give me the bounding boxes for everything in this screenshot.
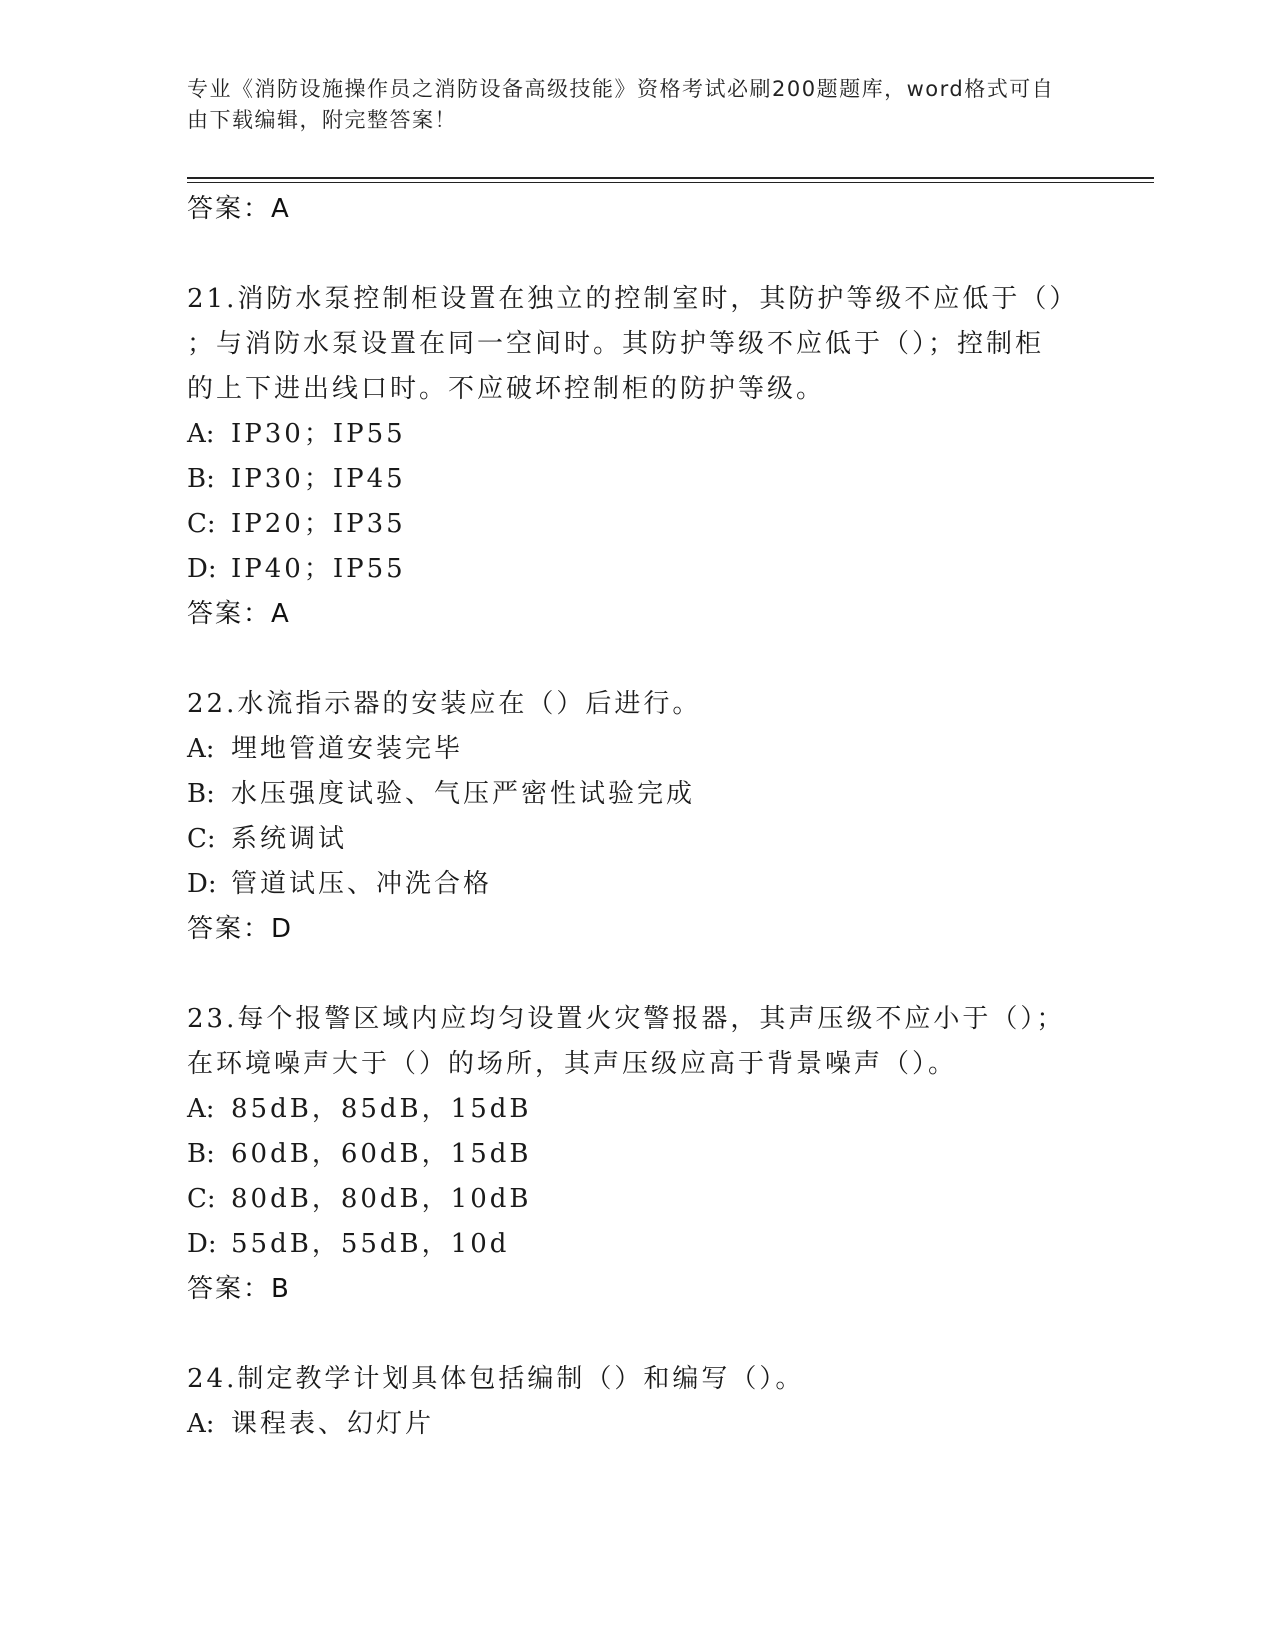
option-d <box>187 552 406 586</box>
option-text: IP40；IP55 <box>231 554 406 584</box>
option-text: 管道试压、冲洗合格 <box>231 869 493 899</box>
option-key: C: <box>187 824 216 854</box>
question-text-line: 的上下进出线口时。不应破坏控制柜的防护等级。 <box>187 374 826 404</box>
option-key: A: <box>187 1409 215 1439</box>
option-text: IP20；IP35 <box>231 509 406 539</box>
option-key: C: <box>187 509 216 539</box>
answer-line: 答案：B <box>187 1274 291 1304</box>
option-key: A: <box>187 734 215 764</box>
option-key: C: <box>187 1184 216 1214</box>
option-c <box>187 507 406 541</box>
option-key: B: <box>187 1139 215 1169</box>
header-divider-thin <box>187 182 1154 183</box>
option-b <box>187 462 406 496</box>
option-d <box>187 1227 509 1261</box>
answer-line: 答案：A <box>187 599 291 629</box>
option-text: IP30；IP45 <box>231 464 406 494</box>
option-key: A: <box>187 1094 215 1124</box>
question-text-line: ；与消防水泵设置在同一空间时。其防护等级不应低于（）；控制柜 <box>187 329 1045 359</box>
option-text: 55dB，55dB，10d <box>231 1229 510 1259</box>
question-text-line: 24.制定教学计划具体包括编制（）和编写（）。 <box>187 1364 805 1394</box>
option-text: IP30；IP55 <box>231 419 406 449</box>
option-text: 60dB，60dB，15dB <box>231 1139 532 1169</box>
header-divider <box>187 177 1154 179</box>
option-key: D: <box>187 869 217 899</box>
question-text-line: 21.消防水泵控制柜设置在独立的控制室时，其防护等级不应低于（） <box>187 284 1079 314</box>
option-b <box>187 1137 532 1171</box>
option-key: B: <box>187 779 215 809</box>
question-text-line: 在环境噪声大于（）的场所，其声压级应高于背景噪声（）。 <box>187 1049 958 1079</box>
option-key: D: <box>187 554 217 584</box>
option-c <box>187 1182 532 1216</box>
option-a <box>187 1407 434 1441</box>
option-key: A: <box>187 419 215 449</box>
option-text: 85dB，85dB，15dB <box>231 1094 532 1124</box>
document-header <box>187 74 1067 136</box>
option-b <box>187 777 695 811</box>
option-a <box>187 732 463 766</box>
option-text: 系统调试 <box>231 824 348 854</box>
option-text: 课程表、幻灯片 <box>231 1409 435 1439</box>
option-text: 水压强度试验、气压严密性试验完成 <box>231 779 696 809</box>
option-key: B: <box>187 464 215 494</box>
question-text-line: 22.水流指示器的安装应在（）后进行。 <box>187 689 702 719</box>
question-text-line: 23.每个报警区域内应均匀设置火灾警报器，其声压级不应小于（）； <box>187 1004 1066 1034</box>
option-text: 80dB，80dB，10dB <box>231 1184 532 1214</box>
option-d <box>187 867 492 901</box>
header-text: 专业《消防设施操作员之消防设备高级技能》资格考试必刷200题题库，word格式可自由下载编辑，附完整答案！ <box>187 77 1055 132</box>
option-a <box>187 417 406 451</box>
option-a <box>187 1092 532 1126</box>
option-c <box>187 822 347 856</box>
answer-line: 答案：A <box>187 194 291 224</box>
answer-line: 答案：D <box>187 914 294 944</box>
option-text: 埋地管道安装完毕 <box>231 734 464 764</box>
option-key: D: <box>187 1229 217 1259</box>
